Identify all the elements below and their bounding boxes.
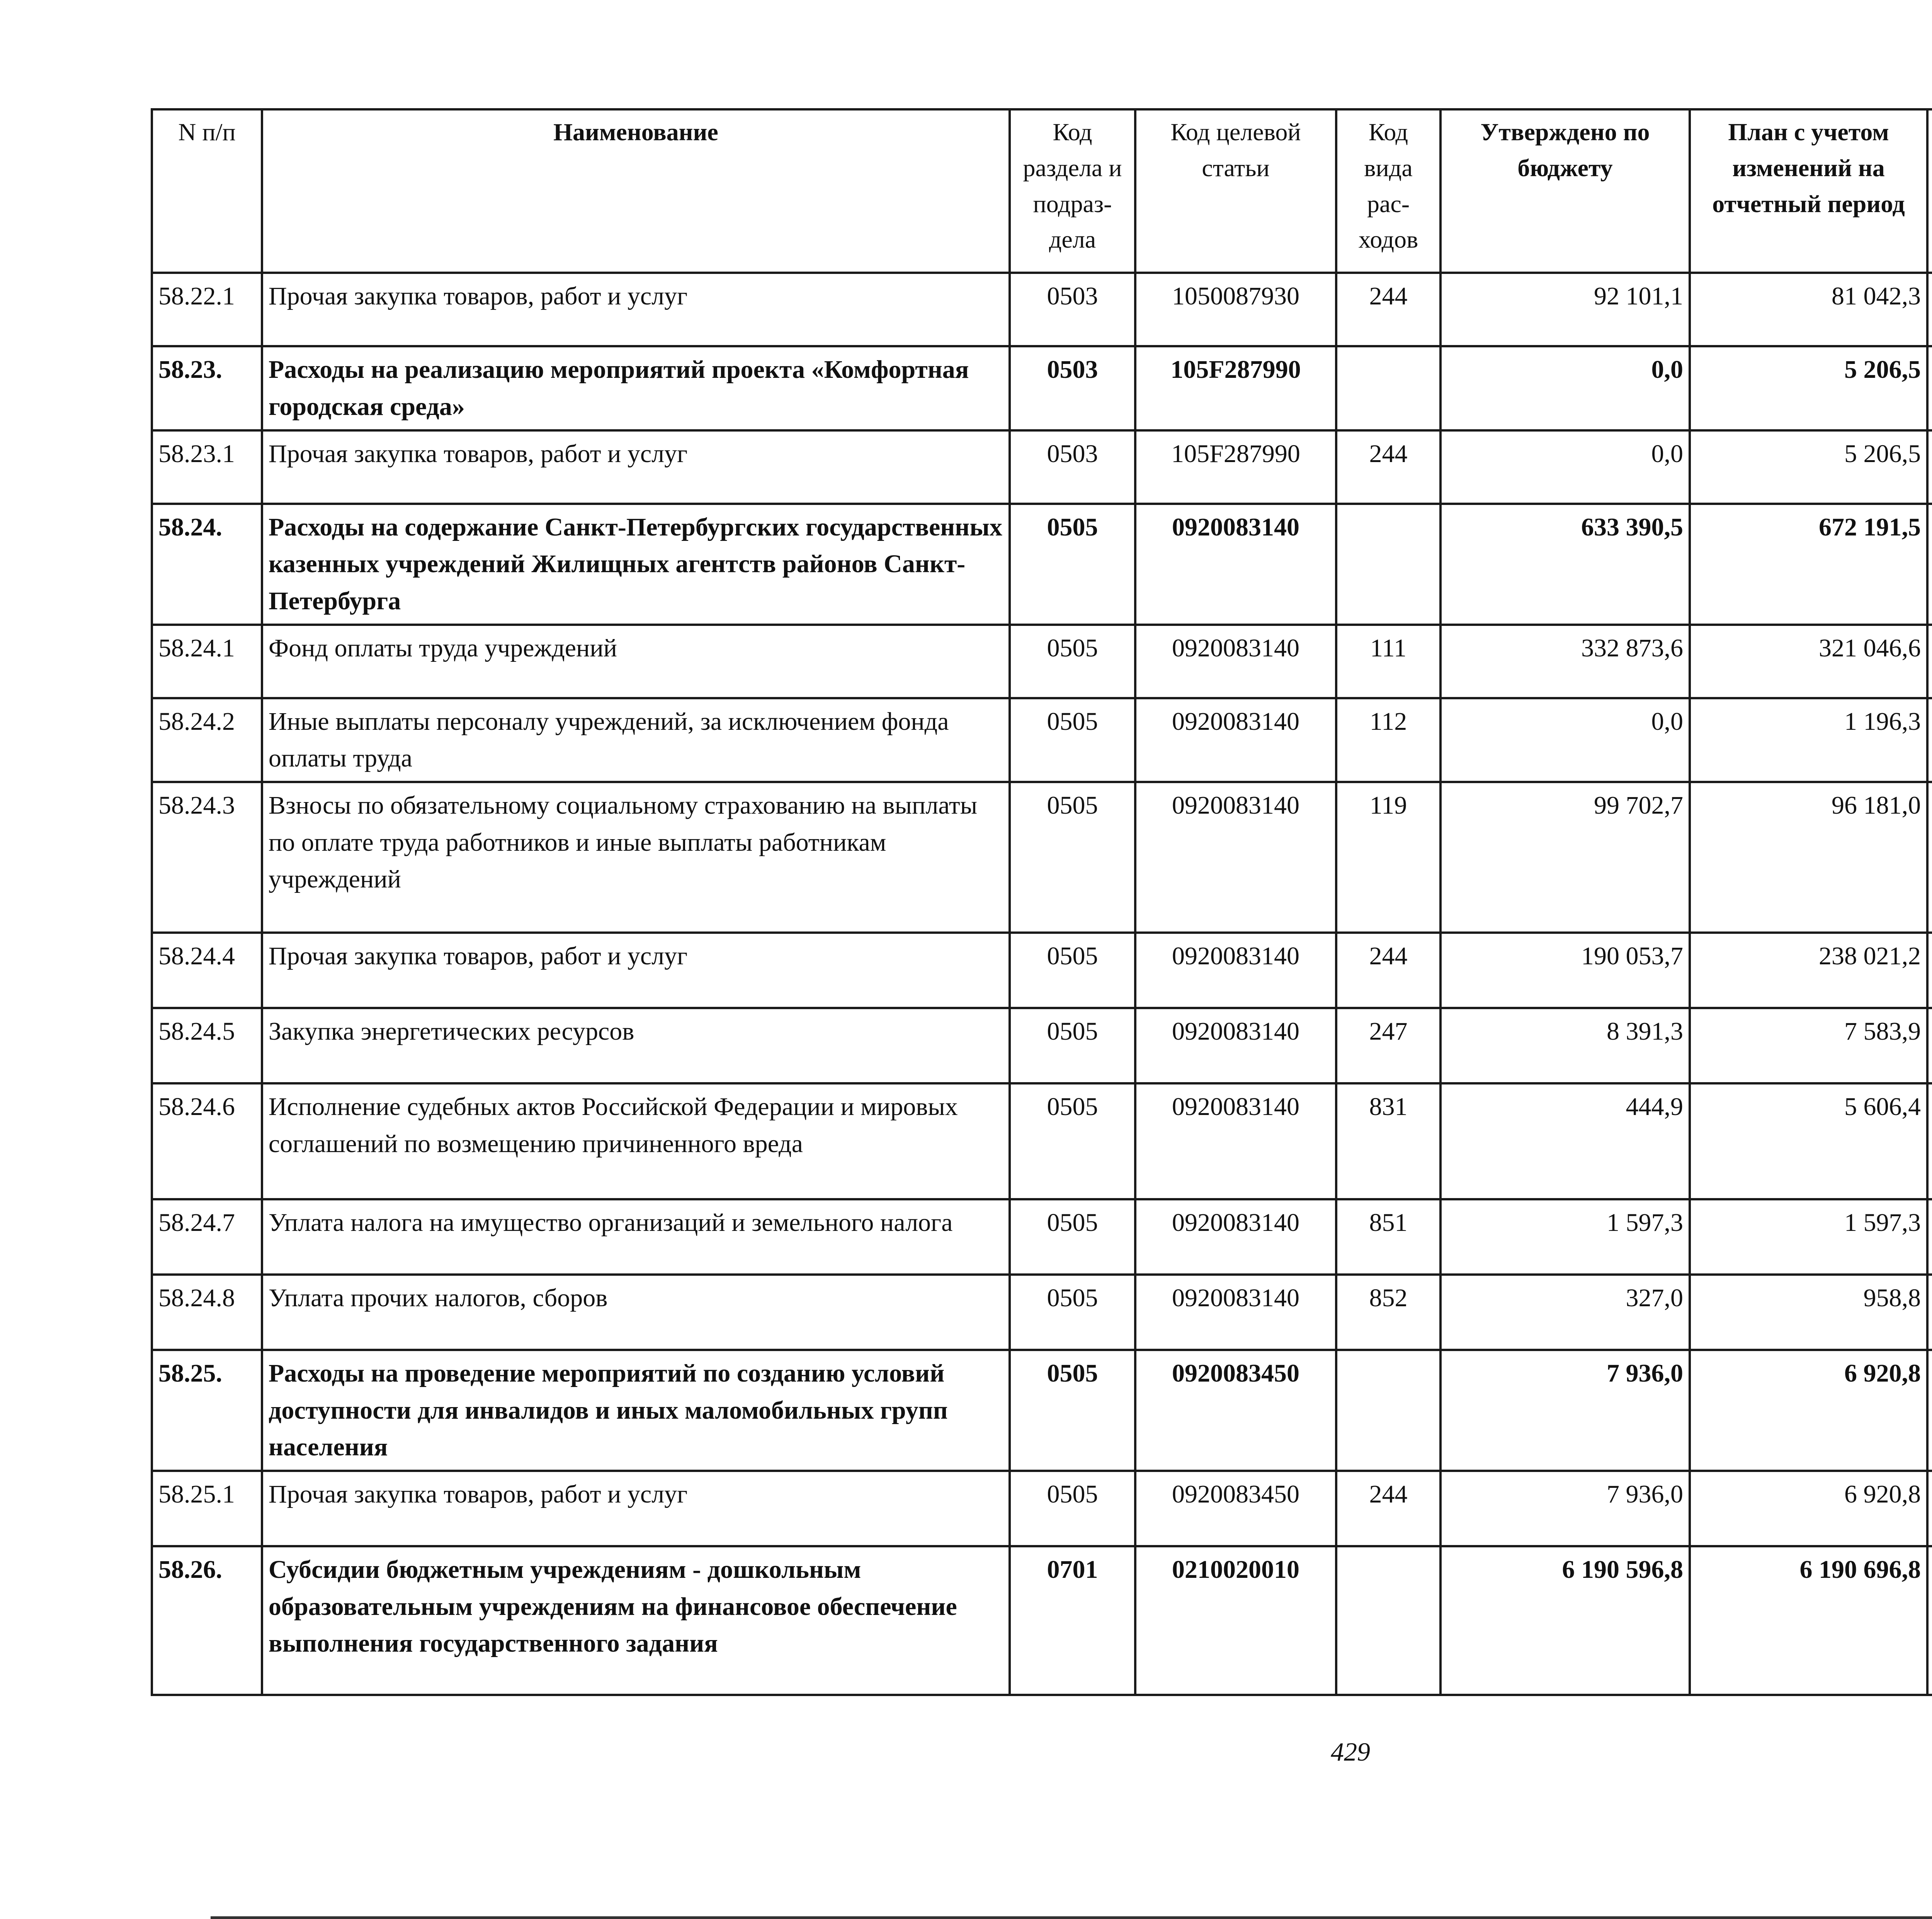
cell-approved: 92 101,1 xyxy=(1440,273,1690,346)
cell-row-no: 58.26. xyxy=(152,1546,262,1695)
cell-executed xyxy=(1927,1546,1932,1695)
cell-executed xyxy=(1927,1350,1932,1471)
cell-target-code: 1050087930 xyxy=(1135,273,1336,346)
cell-approved: 7 936,0 xyxy=(1440,1471,1690,1546)
cell-expense-type: 247 xyxy=(1336,1008,1440,1083)
cell-name: Прочая закупка товаров, работ и услуг xyxy=(262,273,1010,346)
table-row xyxy=(152,1350,1932,1471)
cell-plan: 5 206,5 xyxy=(1690,346,1927,430)
cell-expense-type: 111 xyxy=(1336,625,1440,698)
table-row xyxy=(152,933,1932,1008)
cell-section-code: 0503 xyxy=(1010,430,1135,504)
header-row xyxy=(152,109,1932,155)
cell-name: Уплата налога на имущество организаций и земельного налога xyxy=(262,1199,1010,1275)
cell-plan: 96 181,0 xyxy=(1690,782,1927,933)
cell-expense-type: 119 xyxy=(1336,782,1440,933)
cell-executed xyxy=(1927,504,1932,625)
cell-name: Расходы на проведение мероприятий по созданию условий доступности для инвалидов и иных маломобильных групп населения xyxy=(262,1350,1010,1471)
cell-section-code: 0505 xyxy=(1010,1275,1135,1350)
cell-section-code: 0505 xyxy=(1010,1008,1135,1083)
cell-target-code: 0920083140 xyxy=(1135,1199,1336,1275)
cell-section-code: 0503 xyxy=(1010,273,1135,346)
cell-plan: 958,8 xyxy=(1690,1275,1927,1350)
cell-row-no: 58.24.7 xyxy=(152,1199,262,1275)
cell-plan: 321 046,6 xyxy=(1690,625,1927,698)
cell-name: Уплата прочих налогов, сборов xyxy=(262,1275,1010,1350)
cell-row-no: 58.22.1 xyxy=(152,273,262,346)
cell-section-code: 0505 xyxy=(1010,1350,1135,1471)
header-section-code: Код раздела и подраз- дела xyxy=(1010,109,1135,273)
cell-name: Исполнение судебных актов Российской Федерации и мировых соглашений по возмещению причиненного вреда xyxy=(262,1083,1010,1199)
cell-section-code: 0505 xyxy=(1010,933,1135,1008)
cell-plan: 238 021,2 xyxy=(1690,933,1927,1008)
cell-row-no: 58.23. xyxy=(152,346,262,430)
cell-executed xyxy=(1927,1008,1932,1083)
cell-target-code: 0920083140 xyxy=(1135,782,1336,933)
cell-target-code: 105F287990 xyxy=(1135,346,1336,430)
cell-target-code: 0920083140 xyxy=(1135,504,1336,625)
cell-executed xyxy=(1927,1083,1932,1199)
cell-executed xyxy=(1927,346,1932,430)
cell-section-code: 0505 xyxy=(1010,504,1135,625)
cell-approved: 190 053,7 xyxy=(1440,933,1690,1008)
cell-expense-type: 244 xyxy=(1336,1471,1440,1546)
page-number: 429 xyxy=(1331,1737,1370,1766)
cell-approved: 332 873,6 xyxy=(1440,625,1690,698)
cell-plan: 6 190 696,8 xyxy=(1690,1546,1927,1695)
cell-target-code: 0210020010 xyxy=(1135,1546,1336,1695)
cell-row-no: 58.24.1 xyxy=(152,625,262,698)
cell-section-code: 0503 xyxy=(1010,346,1135,430)
table-body xyxy=(152,273,1932,1695)
cell-plan: 5 606,4 xyxy=(1690,1083,1927,1199)
cell-expense-type: 244 xyxy=(1336,273,1440,346)
cell-expense-type: 244 xyxy=(1336,933,1440,1008)
cell-section-code: 0505 xyxy=(1010,782,1135,933)
cell-section-code: 0505 xyxy=(1010,625,1135,698)
cell-approved: 6 190 596,8 xyxy=(1440,1546,1690,1695)
cell-executed xyxy=(1927,625,1932,698)
header-name: Наименование xyxy=(262,109,1010,273)
header-row-no: N п/п xyxy=(152,109,262,273)
cell-expense-type: 851 xyxy=(1336,1199,1440,1275)
cell-name: Субсидии бюджетным учреждениям - дошкольным образовательным учреждениям на финансовое обеспечение выполнения государственного задания xyxy=(262,1546,1010,1695)
cell-executed xyxy=(1927,933,1932,1008)
cell-executed xyxy=(1927,273,1932,346)
table-row xyxy=(152,1083,1932,1199)
cell-row-no: 58.24.3 xyxy=(152,782,262,933)
cell-expense-type xyxy=(1336,504,1440,625)
cell-section-code: 0505 xyxy=(1010,1471,1135,1546)
cell-name: Прочая закупка товаров, работ и услуг xyxy=(262,1471,1010,1546)
cell-plan: 6 920,8 xyxy=(1690,1350,1927,1471)
header-target-code: Код целевой статьи xyxy=(1135,109,1336,273)
cell-expense-type: 244 xyxy=(1336,430,1440,504)
cell-approved: 0,0 xyxy=(1440,430,1690,504)
cell-plan: 1 196,3 xyxy=(1690,698,1927,782)
cell-target-code: 0920083140 xyxy=(1135,1083,1336,1199)
table-row xyxy=(152,1471,1932,1546)
cell-target-code: 0920083140 xyxy=(1135,698,1336,782)
cell-row-no: 58.24.5 xyxy=(152,1008,262,1083)
cell-executed xyxy=(1927,1275,1932,1350)
cell-target-code: 0920083140 xyxy=(1135,1275,1336,1350)
cell-approved: 1 597,3 xyxy=(1440,1199,1690,1275)
cell-row-no: 58.24.2 xyxy=(152,698,262,782)
cell-expense-type: 831 xyxy=(1336,1083,1440,1199)
cell-section-code: 0505 xyxy=(1010,1083,1135,1199)
table-row xyxy=(152,504,1932,625)
cell-row-no: 58.24.6 xyxy=(152,1083,262,1199)
table-row xyxy=(152,1008,1932,1083)
cell-target-code: 0920083450 xyxy=(1135,1350,1336,1471)
cell-executed xyxy=(1927,1199,1932,1275)
table-row xyxy=(152,430,1932,504)
cell-target-code: 105F287990 xyxy=(1135,430,1336,504)
cell-executed xyxy=(1927,430,1932,504)
cell-section-code: 0505 xyxy=(1010,698,1135,782)
cell-row-no: 58.24.4 xyxy=(152,933,262,1008)
cell-target-code: 0920083140 xyxy=(1135,1008,1336,1083)
cell-target-code: 0920083140 xyxy=(1135,933,1336,1008)
cell-approved: 0,0 xyxy=(1440,698,1690,782)
cell-approved: 327,0 xyxy=(1440,1275,1690,1350)
table-row xyxy=(152,1199,1932,1275)
header-expense-type: Код вида рас- ходов xyxy=(1336,109,1440,273)
cell-approved: 99 702,7 xyxy=(1440,782,1690,933)
table-row xyxy=(152,1275,1932,1350)
cell-executed xyxy=(1927,782,1932,933)
cell-row-no: 58.24. xyxy=(152,504,262,625)
header-approved: Утверждено по бюджету xyxy=(1440,109,1690,273)
cell-approved: 8 391,3 xyxy=(1440,1008,1690,1083)
table-row xyxy=(152,273,1932,346)
cell-target-code: 0920083140 xyxy=(1135,625,1336,698)
cell-expense-type xyxy=(1336,1350,1440,1471)
cell-approved: 0,0 xyxy=(1440,346,1690,430)
cell-plan: 672 191,5 xyxy=(1690,504,1927,625)
cell-plan: 81 042,3 xyxy=(1690,273,1927,346)
cell-approved: 444,9 xyxy=(1440,1083,1690,1199)
cell-row-no: 58.25. xyxy=(152,1350,262,1471)
cell-executed xyxy=(1927,1471,1932,1546)
cell-plan: 5 206,5 xyxy=(1690,430,1927,504)
cell-target-code: 0920083450 xyxy=(1135,1471,1336,1546)
cell-approved: 7 936,0 xyxy=(1440,1350,1690,1471)
cell-approved: 633 390,5 xyxy=(1440,504,1690,625)
cell-plan: 7 583,9 xyxy=(1690,1008,1927,1083)
table-row xyxy=(152,698,1932,782)
header-plan: План с учетом изменений на отчетный период xyxy=(1690,109,1927,273)
cell-row-no: 58.24.8 xyxy=(152,1275,262,1350)
header-executed xyxy=(1927,109,1932,273)
cell-name: Расходы на содержание Санкт-Петербургских государственных казенных учреждений Жилищных агентств районов Санкт-Петербурга xyxy=(262,504,1010,625)
table-row xyxy=(152,1546,1932,1695)
cell-name: Взносы по обязательному социальному страхованию на выплаты по оплате труда работников и иные выплаты работникам учреждений xyxy=(262,782,1010,933)
cell-plan: 1 597,3 xyxy=(1690,1199,1927,1275)
cell-row-no: 58.25.1 xyxy=(152,1471,262,1546)
table-row xyxy=(152,625,1932,698)
cell-name: Прочая закупка товаров, работ и услуг xyxy=(262,933,1010,1008)
cell-expense-type xyxy=(1336,346,1440,430)
table-row xyxy=(152,346,1932,430)
cell-expense-type xyxy=(1336,1546,1440,1695)
cell-expense-type: 852 xyxy=(1336,1275,1440,1350)
table-row xyxy=(152,782,1932,933)
scan-bottom-rule xyxy=(211,1916,1932,1919)
cell-name: Закупка энергетических ресурсов xyxy=(262,1008,1010,1083)
cell-name: Иные выплаты персоналу учреждений, за исключением фонда оплаты труда xyxy=(262,698,1010,782)
cell-row-no: 58.23.1 xyxy=(152,430,262,504)
budget-execution-table xyxy=(151,108,1932,1696)
cell-name: Расходы на реализацию мероприятий проекта «Комфортная городская среда» xyxy=(262,346,1010,430)
cell-section-code: 0505 xyxy=(1010,1199,1135,1275)
cell-name: Прочая закупка товаров, работ и услуг xyxy=(262,430,1010,504)
cell-executed xyxy=(1927,698,1932,782)
cell-plan: 6 920,8 xyxy=(1690,1471,1927,1546)
cell-section-code: 0701 xyxy=(1010,1546,1135,1695)
cell-expense-type: 112 xyxy=(1336,698,1440,782)
cell-name: Фонд оплаты труда учреждений xyxy=(262,625,1010,698)
